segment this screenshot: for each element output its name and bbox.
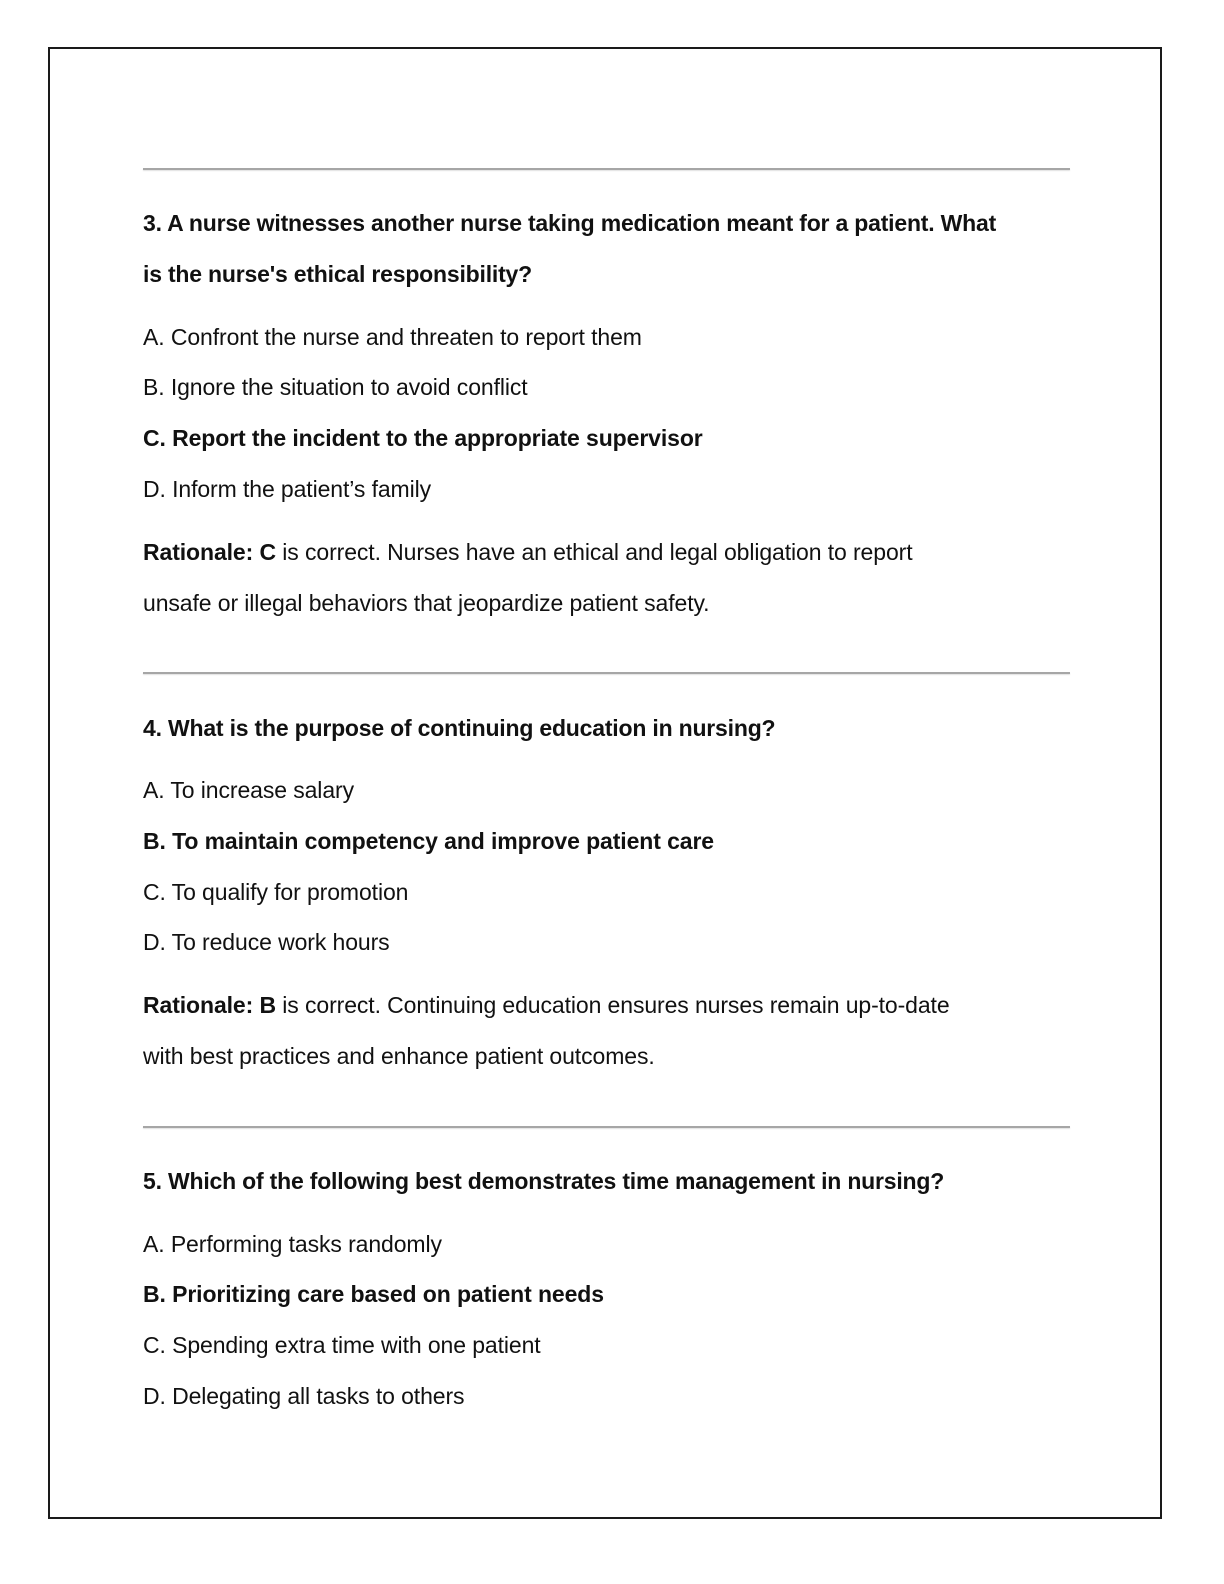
- rationale-label: Rationale:: [143, 539, 254, 565]
- question-title: 3. A nurse witnesses another nurse taking medication meant for a patient. What: [143, 210, 997, 236]
- divider: [143, 672, 1070, 674]
- option-b-correct: B. To maintain competency and improve patient care: [143, 828, 714, 854]
- rationale-answer: B: [259, 992, 276, 1018]
- option-c: C. To qualify for promotion: [143, 879, 409, 905]
- rationale-text: is correct. Nurses have an ethical and legal obligation to report: [276, 539, 913, 565]
- option-a: A. Performing tasks randomly: [143, 1231, 442, 1257]
- rationale-text-continued: with best practices and enhance patient outcomes.: [143, 1043, 655, 1069]
- divider: [143, 1126, 1070, 1128]
- option-a: A. To increase salary: [143, 777, 354, 803]
- option-d: D. Delegating all tasks to others: [143, 1383, 465, 1409]
- option-c: C. Spending extra time with one patient: [143, 1332, 541, 1358]
- option-a: A. Confront the nurse and threaten to report them: [143, 324, 642, 350]
- question-title: 4. What is the purpose of continuing education in nursing?: [143, 715, 776, 741]
- divider: [143, 168, 1070, 170]
- question-title-continued: is the nurse's ethical responsibility?: [143, 261, 532, 287]
- option-b: B. Ignore the situation to avoid conflict: [143, 374, 528, 400]
- option-d: D. Inform the patient’s family: [143, 476, 432, 502]
- rationale: [143, 990, 950, 1020]
- option-d: D. To reduce work hours: [143, 929, 390, 955]
- rationale-label: Rationale:: [143, 992, 254, 1018]
- rationale-text-continued: unsafe or illegal behaviors that jeopardize patient safety.: [143, 590, 710, 616]
- option-c-correct: C. Report the incident to the appropriate supervisor: [143, 425, 703, 451]
- question-title: 5. Which of the following best demonstrates time management in nursing?: [143, 1168, 945, 1194]
- rationale: [143, 537, 912, 567]
- rationale-text: is correct. Continuing education ensures nurses remain up-to-date: [276, 992, 950, 1018]
- rationale-answer: C: [259, 539, 276, 565]
- option-b-correct: B. Prioritizing care based on patient needs: [143, 1281, 604, 1307]
